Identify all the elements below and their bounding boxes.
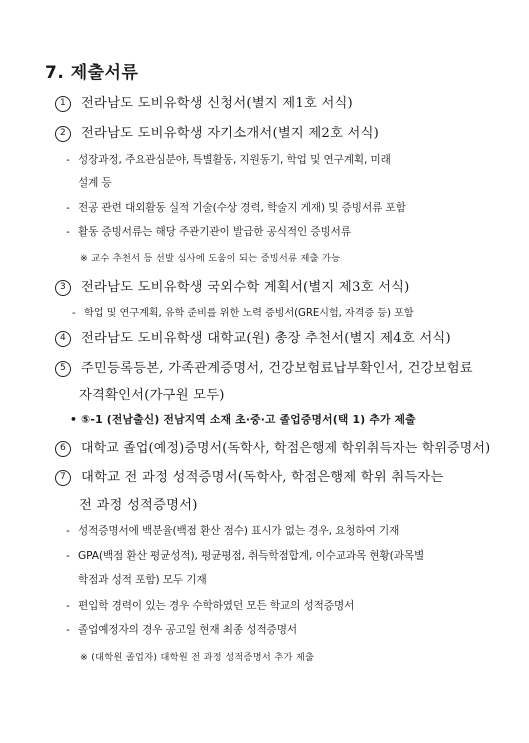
detail-line: - 전공 관련 대외활동 실적 기술(수상 경력, 학술지 게재) 및 증빙서류 포함 [66,202,406,214]
item-text-continued: 자격확인서(가구원 모두) [79,388,225,403]
detail-line: - 편입학 경력이 있는 경우 수학하였던 모든 학교의 성적증명서 [66,600,355,612]
detail-line-continued: 설계 등 [78,177,112,189]
dash-bullet: - [66,226,70,238]
item-text: 전라남도 도비유학생 신청서(별지 제1호 서식) [81,96,353,111]
detail-line: - 활동 증빙서류는 해당 주관기관이 발급한 공식적인 증빙서류 [66,226,351,238]
circled-number: 5 [55,361,71,377]
item-text: 대학교 졸업(예정)증명서(독학사, 학점은행제 학위취득자는 학위증명서) [81,441,491,456]
note-text: ※ (대학원 졸업자) 대학원 전 과정 성적증명서 추가 제출 [80,652,315,663]
list-item-6 [55,437,490,457]
dash-bullet: - [66,550,70,562]
item-text: 전라남도 도비유학생 자기소개서(별지 제2호 서식) [81,126,380,141]
dash-bullet: - [66,600,70,612]
circled-number: 7 [55,470,71,486]
dash-bullet: - [66,525,70,537]
detail-line: - 성장과정, 주요관심분야, 특별활동, 지원동기, 학업 및 연구계획, 미래 [66,154,391,166]
item-text: 대학교 전 과정 성적증명서(독학사, 학점은행제 학위 취득자는 [81,470,444,485]
section-title: 7. 제출서류 [45,63,139,83]
list-item-7 [55,466,444,486]
circled-number: 1 [55,96,71,112]
list-item-2 [55,122,379,142]
dash-bullet: - [66,202,70,214]
circled-number: 6 [55,441,71,457]
circled-number: 2 [55,126,71,142]
item-text: 전라남도 도비유학생 대학교(원) 총장 추천서(별지 제4호 서식) [81,331,451,346]
dash-bullet: - [72,308,76,319]
list-item-5 [55,357,473,377]
circled-number: 4 [55,331,71,347]
item-text: 주민등록등본, 가족관계증명서, 건강보험료납부확인서, 건강보험료 [81,361,473,376]
detail-line: - 학업 및 연구계획, 유학 준비를 위한 노력 증빙서(GRE시험, 자격증 등) 포함 [72,308,414,319]
detail-line-continued: 학점과 성적 포함) 모두 기재 [78,574,207,586]
detail-line: - GPA(백점 환산 평균성적), 평균평점, 취득학점합계, 이수교과목 현황(과목별 [66,550,425,562]
dash-bullet: - [66,624,70,636]
list-item-3 [55,276,410,296]
dash-bullet: - [66,154,70,166]
note-text: ※ 교수 추천서 등 선발 심사에 도움이 되는 증빙서류 제출 가능 [80,253,341,264]
item-text: 전라남도 도비유학생 국외수학 계획서(별지 제3호 서식) [81,280,410,295]
circled-number: 3 [55,280,71,296]
detail-line: - 졸업예정자의 경우 공고일 현재 최종 성적증명서 [66,624,298,636]
detail-line: - 성적증명서에 백분율(백점 환산 점수) 표시가 없는 경우, 요청하여 기재 [66,525,400,537]
list-item-4 [55,327,451,347]
list-item-1 [55,92,353,112]
item-text-continued: 전 과정 성적증명서) [79,498,198,513]
highlighted-requirement: • ⑤-1 (전남출신) 전남지역 소재 초·중·고 졸업증명서(택 1) 추가 제출 [70,413,416,426]
